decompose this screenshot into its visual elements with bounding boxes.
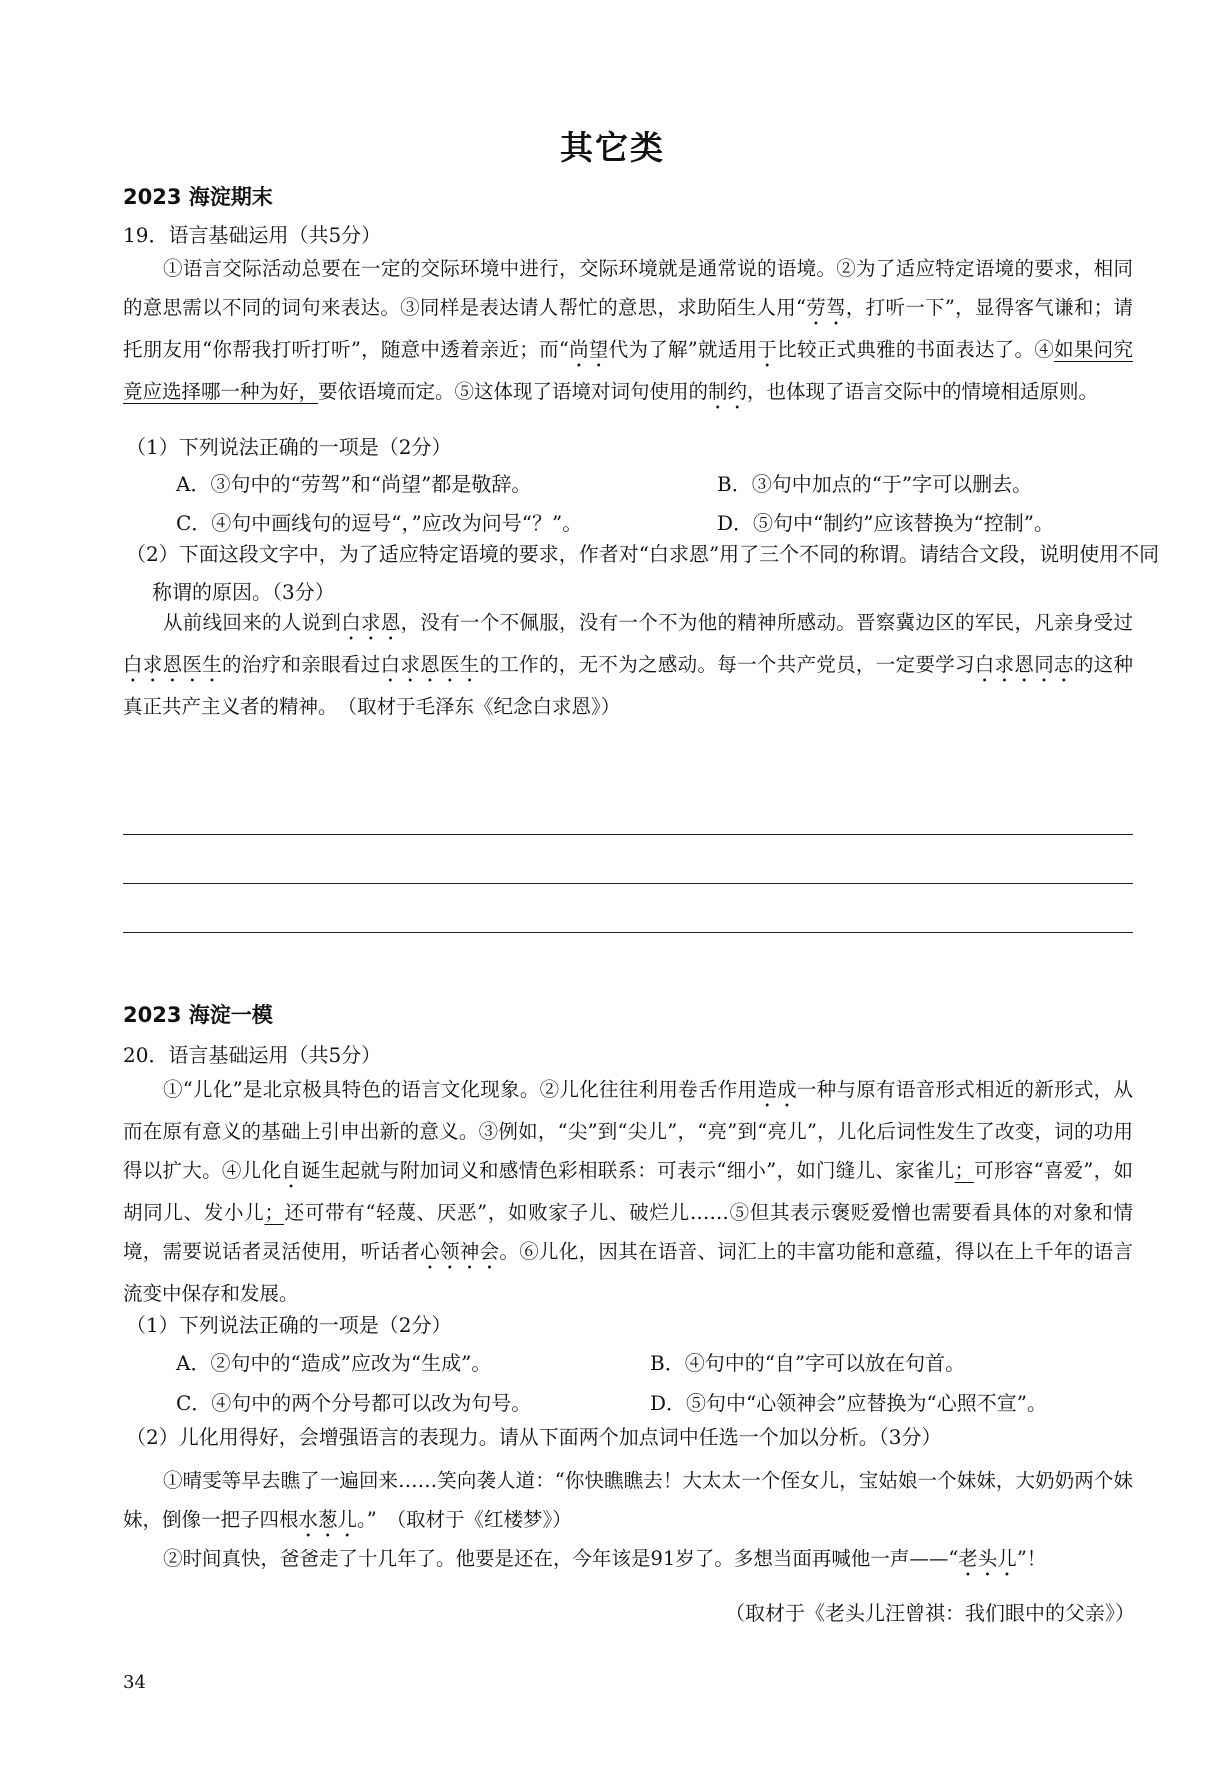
question-19-quote: 从前线回来的人说到白求恩，没有一个不佩服，没有一个不为他的精神所感动。晋察冀边区的军民，凡亲身受过白求恩医生的治疗和亲眼看过白求恩医生的工作的，无不为之感动。每一个共产党员，一定要学习白求恩同志的这种真正共产主义者的精神。 （取材于毛泽东《纪念白求恩》） xyxy=(123,611,1133,718)
section-heading-haidian-mock: 2023 海淀一模 xyxy=(123,1003,273,1027)
option-c: C．④句中画线句的逗号“，”应改为问号“？”。 xyxy=(176,511,583,535)
question-20-quote-2: ②时间真快，爸爸走了十几年了。他要是还在，今年该是91岁了。多想当面再喊他一声——“老头儿”！ xyxy=(163,1547,1047,1570)
option-d: D．⑤句中“制约”应该替换为“控制”。 xyxy=(717,511,1054,535)
question-20-quote-1: ①晴雯等早去瞧了一遍回来……笑向袭人道：“你快瞧瞧去！大太太一个侄女儿，宝姑娘一个妹妹，大奶奶两个妹妹，倒像一把子四根水葱儿。” （取材于《红楼梦》） xyxy=(123,1469,1133,1531)
dotted-word: 于 xyxy=(757,338,778,361)
underlined-sentence: 如果问究竟应选择哪一种为好， xyxy=(123,338,1133,403)
dotted-word: 制约 xyxy=(708,380,748,403)
dotted-word: 水葱儿 xyxy=(298,1508,358,1531)
dotted-word: 尚望 xyxy=(568,338,609,361)
option-a: A．③句中的“劳驾”和“尚望”都是敬辞。 xyxy=(176,472,532,496)
dotted-word: 自 xyxy=(281,1159,302,1182)
question-20-head: 20．语言基础运用（共5分） xyxy=(123,1043,382,1067)
underlined-semicolon: ； xyxy=(954,1159,974,1182)
underlined-semicolon: ； xyxy=(264,1201,284,1224)
dotted-word: 白求恩 xyxy=(341,611,401,634)
page-title: 其它类 xyxy=(560,128,665,167)
question-20-passage: ①“儿化”是北京极具特色的语言文化现象。②儿化往往利用卷舌作用造成一种与原有语音形式相近的新形式，从而在原有意义的基础上引申出新的意义。③例如，“尖”到“尖儿”，“亮”到“亮儿”，儿化后词性发生了改变，词的功用得以扩大。④儿化自诞生起就与附加词义和感情色彩相联系：可表示“细小”，如门缝儿、家雀儿；可形容“喜爱”，如胡同儿、发小儿；还可带有“轻蔑、厌恶”，如败家子儿、破烂儿……⑤但其表示褒贬爱憎也需要看具体的对象和情境，需要说话者灵活使用，听话者心领神会。⑥儿化，因其在语音、词汇上的丰富功能和意蕴，得以在上千年的语言流变中保存和发展。 xyxy=(123,1078,1133,1305)
question-19-2-prompt: （2）下面这段文字中，为了适应特定语境的要求，作者对“白求恩”用了三个不同的称谓。请结合文段，说明使用不同称谓的原因。（3分） xyxy=(126,542,1160,604)
question-20-1-prompt: （1）下列说法正确的一项是（2分） xyxy=(126,1313,452,1337)
option-d: D．⑤句中“心领神会”应替换为“心照不宣”。 xyxy=(650,1391,1047,1415)
dotted-word: 造成 xyxy=(757,1078,797,1101)
dotted-word: 白求恩同志 xyxy=(974,653,1074,676)
quote-2-source: （取材于《老头儿汪曾祺：我们眼中的父亲》） xyxy=(725,1601,1135,1625)
section-heading-haidian-final: 2023 海淀期末 xyxy=(123,185,273,209)
question-19-1-prompt: （1）下列说法正确的一项是（2分） xyxy=(126,435,452,459)
answer-line[interactable] xyxy=(123,834,1133,835)
option-b: B．③句中加点的“于”字可以删去。 xyxy=(717,472,1033,496)
question-20-2-prompt: （2）儿化用得好，会增强语言的表现力。请从下面两个加点词中任选一个加以分析。（3分） xyxy=(126,1425,942,1449)
dotted-word: 劳驾 xyxy=(805,296,846,319)
option-a: A．②句中的“造成”应改为“生成”。 xyxy=(176,1351,492,1375)
option-c: C．④句中的两个分号都可以改为句号。 xyxy=(176,1391,532,1415)
dotted-word: 白求恩医生 xyxy=(380,653,480,676)
dotted-word: 白求恩医生 xyxy=(123,653,223,676)
question-19-passage: ①语言交际活动总要在一定的交际环境中进行，交际环境就是通常说的语境。②为了适应特定语境的要求，相同的意思需以不同的词句来表达。③同样是表达请人帮忙的意思，求助陌生人用“劳驾，打听一下”，显得客气谦和；请托朋友用“你帮我打听打听”，随意中透着亲近；而“尚望代为了解”就适用于比较正式典雅的书面表达了。④如果问究竟应选择哪一种为好，要依语境而定。⑤这体现了语境对词句使用的制约，也体现了语言交际中的情境相适原则。 xyxy=(123,257,1133,403)
page-number: 34 xyxy=(123,1672,146,1693)
answer-line[interactable] xyxy=(123,883,1133,884)
dotted-word: 老头儿 xyxy=(958,1547,1017,1570)
dotted-word: 心领神会 xyxy=(420,1240,500,1263)
option-b: B．④句中的“自”字可以放在句首。 xyxy=(650,1351,966,1375)
answer-line[interactable] xyxy=(123,932,1133,933)
question-19-head: 19．语言基础运用（共5分） xyxy=(123,223,382,247)
